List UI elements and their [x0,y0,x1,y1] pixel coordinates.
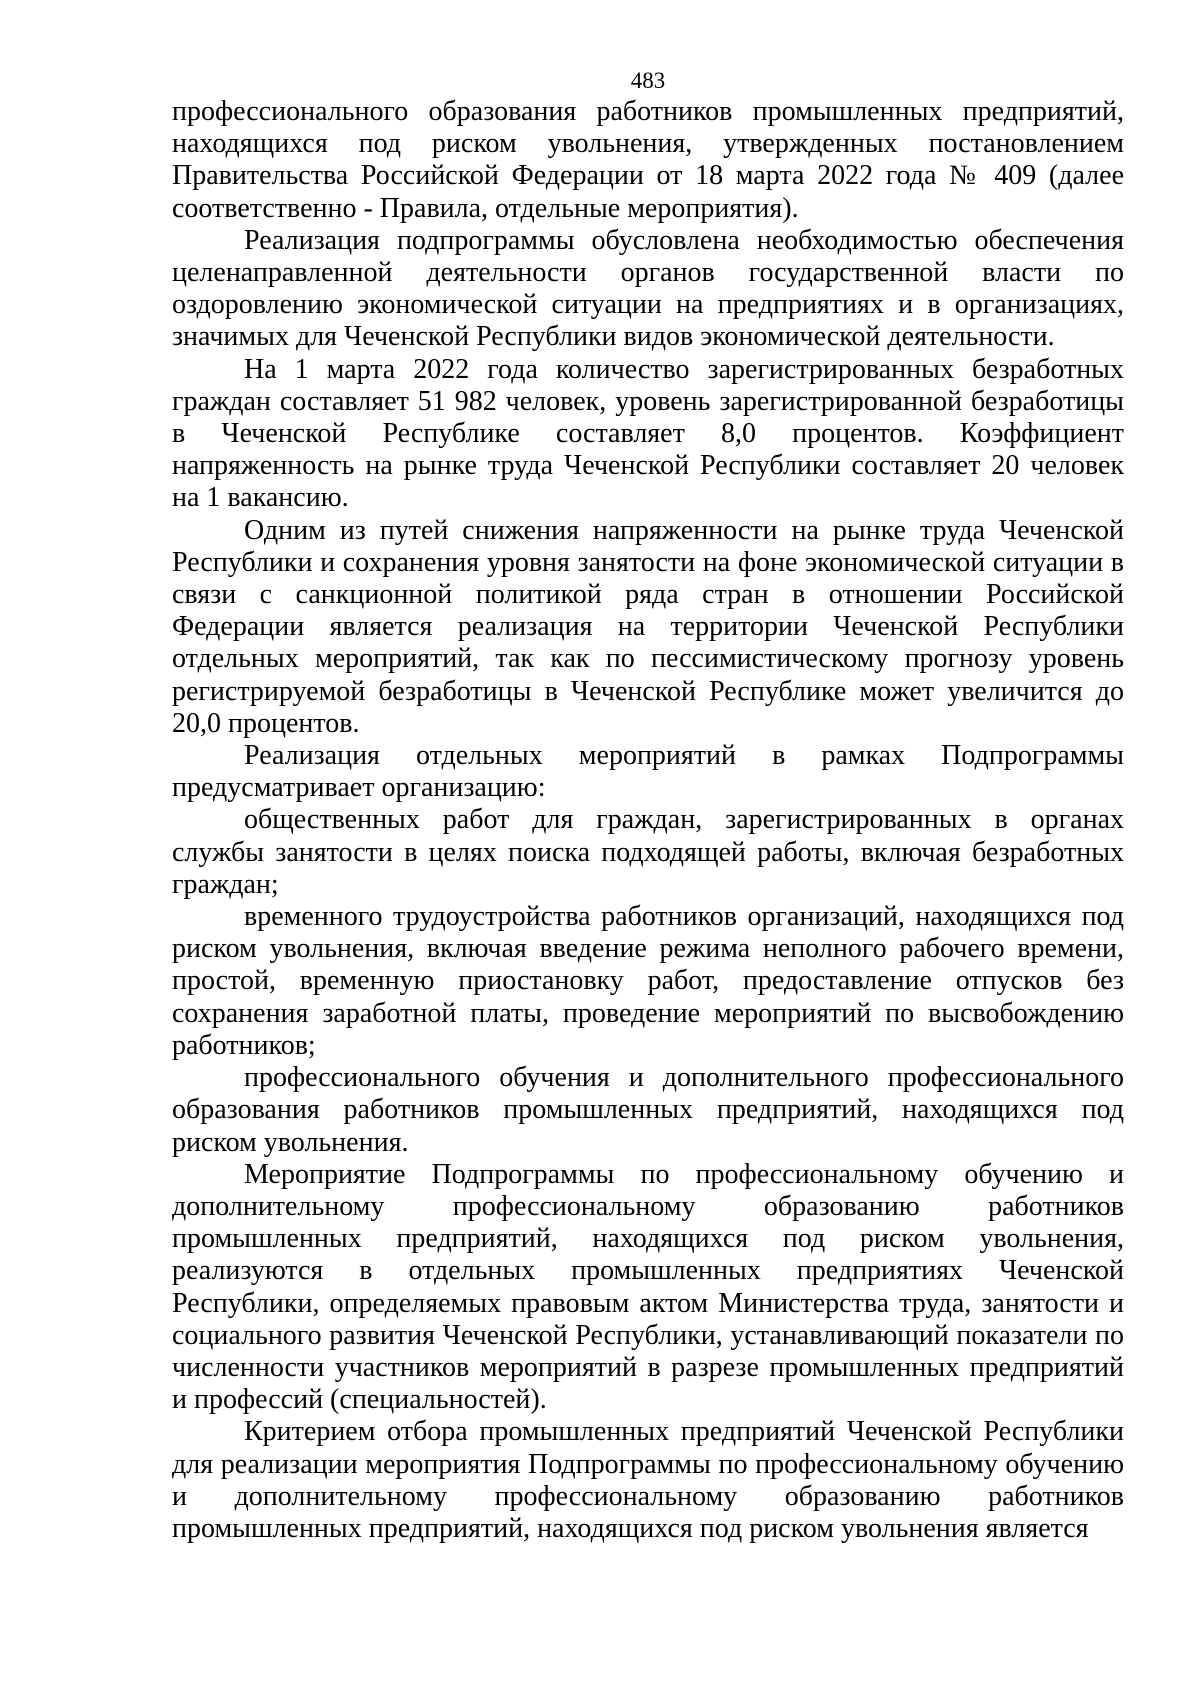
paragraph-labor-market-tension: Одним из путей снижения напряженности на рынке труда Чеченской Республики и сохранения уровня занятости на фоне экономической ситуации в связи с санкционной политикой ряда стран в отношении Российской Федерации является реализация на территории Чеченской Республики отдельных мероприятий, так как по пессимистическому прогнозу уровень регистрируемой безработицы в Чеченской Республике может увеличится до 20,0 процентов. [172,514,1124,739]
paragraph-subprogram-rationale: Реализация подпрограммы обусловлена необходимостью обеспечения целенаправленной деятельности органов государственной власти по оздоровлению экономической ситуации на предприятиях и в организациях, значимых для Чеченской Республики видов экономической деятельности. [172,224,1124,353]
paragraph-unemployment-stats: На 1 марта 2022 года количество зарегистрированных безработных граждан составляет 51 982 человек, уровень зарегистрированной безработицы в Чеченской Республике составляет 8,0 процентов. Коэффициент напряженность на рынке труда Чеченской Республики составляет 20 человек на 1 вакансию. [172,353,1124,514]
paragraph-training-measure: Мероприятие Подпрограммы по профессиональному обучению и дополнительному профессиональному образованию работников промышленных предприятий, находящихся под риском увольнения, реализуются в отдельных промышленных предприятиях Чеченской Республики, определяемых правовым актом Министерства труда, занятости и социального развития Чеченской Республики, устанавливающий показатели по численности участников мероприятий в разрезе промышленных предприятий и профессий (специальностей). [172,1158,1124,1416]
page-number: 483 [630,68,666,93]
paragraph-selection-criterion: Критерием отбора промышленных предприятий Чеченской Республики для реализации мероприятия Подпрограммы по профессиональному обучению и дополнительному профессиональному образованию работников промышленных предприятий, находящихся под риском увольнения является [172,1416,1124,1544]
paragraph-measures-intro: Реализация отдельных мероприятий в рамках Подпрограммы предусматривает организацию: [172,740,1124,804]
paragraph-public-works: общественных работ для граждан, зарегистрированных в органах службы занятости в целях поиска подходящей работы, включая безработных граждан; [172,804,1124,900]
paragraph-temporary-employment: временного трудоустройства работников организаций, находящихся под риском увольнения, включая введение режима неполного рабочего времени, простой, временную приостановку работ, предоставление отпусков без сохранения заработной платы, проведение мероприятий по высвобождению работников; [172,901,1124,1061]
paragraph-professional-training: профессионального обучения и дополнительного профессионального образования работников промышленных предприятий, находящихся под риском увольнения. [172,1062,1124,1158]
document-page [172,66,1124,1545]
paragraph-continuation: профессионального образования работников промышленных предприятий, находящихся под риском увольнения, утвержденных постановлением Правительства Российской Федерации от 18 марта 2022 года № 409 (далее соответственно - Правила, отдельные мероприятия). [172,96,1124,224]
